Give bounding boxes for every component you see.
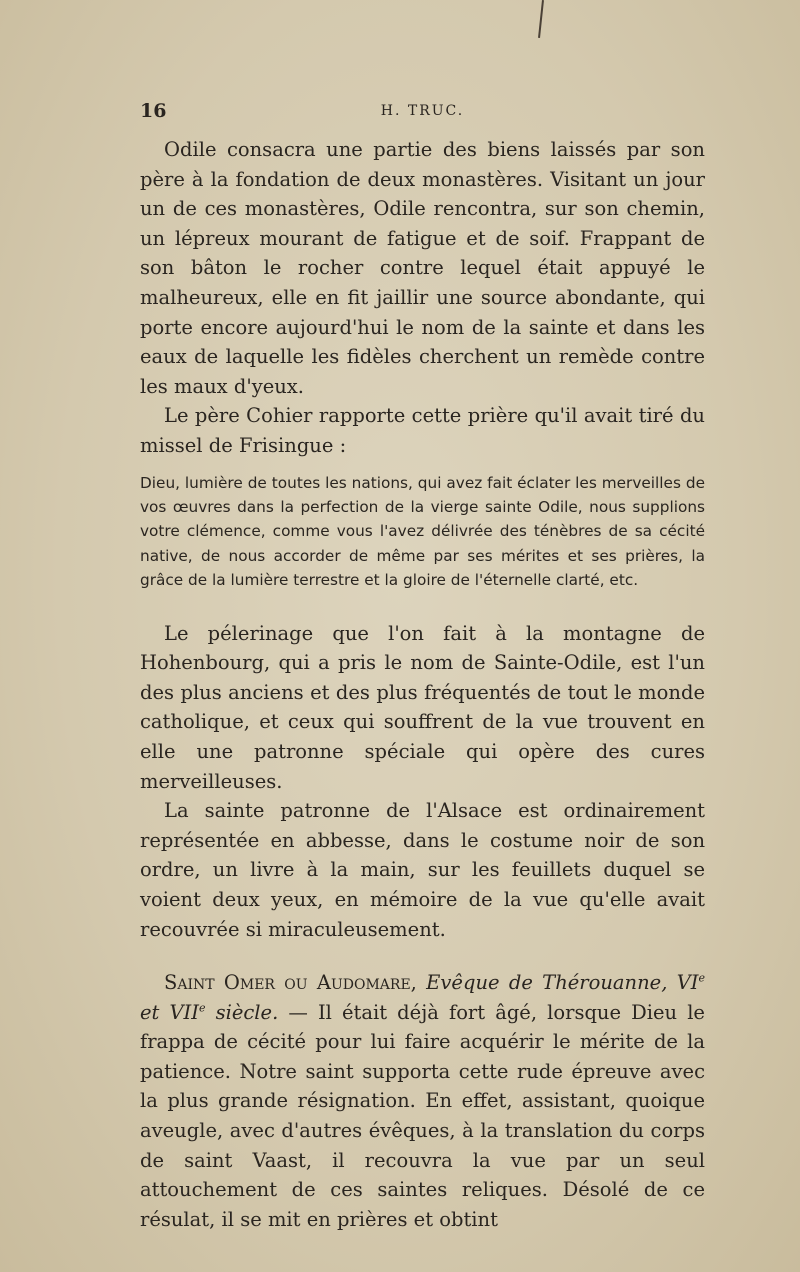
paragraph-cohier-prayer-intro: Le père Cohier rapporte cette prière qu'il avait tiré du missel de Frisingue : — [140, 404, 705, 457]
prayer-quote: Dieu, lumière de toutes les nations, qui avez fait éclater les merveilles de vos œuvres dans la perfection de la vierge sainte Odile, nous supplions votre clémence, comme vous l'avez délivrée des ténèbres de sa cécité native, de nous accorder de même par ses mérites et ses prières, la grâce de la lumière terrestre et la gloire de l'éternelle clarté, etc. — [140, 473, 705, 590]
paragraph-representation: La sainte patronne de l'Alsace est ordinairement représentée en abbesse, dans le costume noir de son ordre, un livre à la main, sur les feuillets duquel se voient deux yeux, en mémoire de la vue qu'elle avait recouvrée si miraculeusement. — [140, 799, 705, 941]
page-number: 16 — [140, 100, 167, 122]
running-head: H. TRUC. — [380, 103, 465, 119]
paragraph-odile-monasteries: Odile consacra une partie des biens laissés par son père à la fondation de deux monastères. Visitant un jour un de ces monastères, Odile rencontra, sur son chemin, un lépreux mourant de fatigue et de soif. Frappant de son bâton le rocher contre lequel était appuyé le malheureux, elle en fit jaillir une source abondante, qui porte encore aujourd'hui le nom de la sainte et dans les eaux de laquelle les fidèles cherchent un remède contre les maux d'yeux. — [140, 138, 705, 398]
saint-title: Evêque de Thérouanne, VIe et VIIe siècle. — [140, 971, 705, 1024]
page-body — [140, 135, 705, 1234]
saint-entry-text: — Il était déjà fort âgé, lorsque Dieu le frappa de cécité pour lui faire acquérir le mérite de la patience. Notre saint supporta cette rude épreuve avec la plus grande résignation. En effet, assistant, quoique aveugle, avec d'autres évêques, à la translation du corps de saint Vaast, il recouvra la vue par un seul attouchement de ces saintes reliques. Désolé de ce résulat, il se mit en prières et obtint — [140, 1000, 705, 1231]
saint-name: Saint Omer ou Audomare, — [164, 971, 417, 995]
ink-mark — [538, 0, 544, 38]
page-header — [140, 100, 705, 130]
saint-omer-entry — [140, 968, 705, 1234]
paragraph-pilgrimage: Le pélerinage que l'on fait à la montagne de Hohenbourg, qui a pris le nom de Sainte-Odile, est l'un des plus anciens et des plus fréquentés de tout le monde catholique, et ceux qui souffrent de la vue trouvent en elle une patronne spéciale qui opère des cures merveilleuses. — [140, 621, 705, 793]
